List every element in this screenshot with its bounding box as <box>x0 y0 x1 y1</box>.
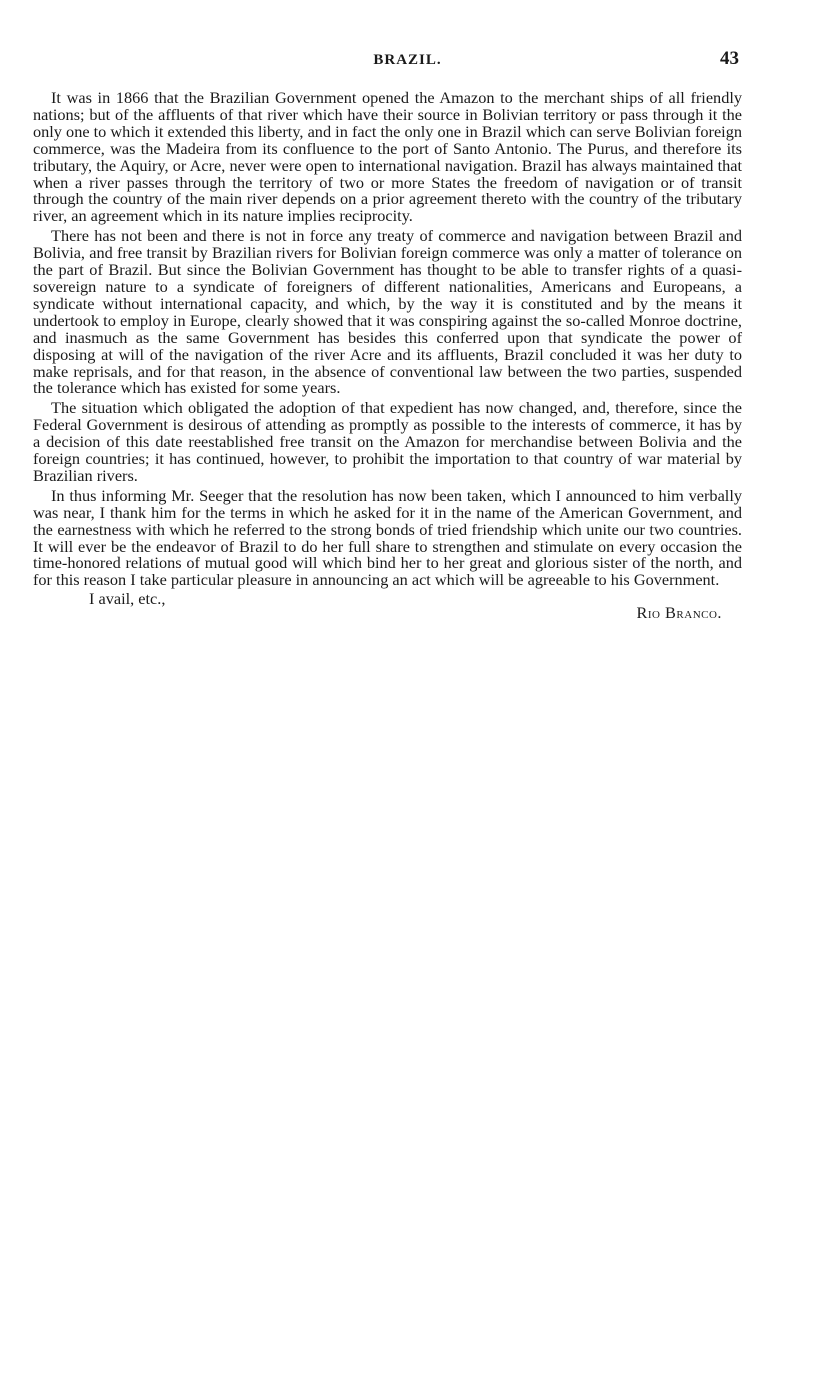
body-text <box>33 90 742 625</box>
paragraph-3: The situation which obligated the adoption of that expedient has now changed, and, therefore, since the Federal Government is desirous of attending as promptly as possible to the interests of commerce, it has by a decision of this date reestablished free transit on the Amazon for merchandise between Bolivia and the foreign countries; it has continued, however, to prohibit the importation to that country of war material by Brazilian rivers. <box>33 398 742 485</box>
running-header <box>0 48 815 76</box>
paragraph-4: In thus informing Mr. Seeger that the resolution has now been taken, which I announced to him verbally was near, I thank him for the terms in which he asked for it in the name of the American Government, and the earnestness with which he referred to the strong bonds of tried friendship which unite our two countries. It will ever be the endeavor of Brazil to do her full share to strengthen and stimulate on every occasion the time-honored relations of mutual good will which bind her to her great and glorious sister of the north, and for this reason I take particular pleasure in announcing an act which will be agreeable to his Government. <box>33 485 742 590</box>
running-title: BRAZIL. <box>373 52 442 68</box>
paragraph-2: There has not been and there is not in force any treaty of commerce and navigation between Brazil and Bolivia, and free transit by Brazilian rivers for Bolivian foreign commerce was only a matter of tolerance on the part of Brazil. But since the Bolivian Government has thought to be able to transfer rights of a quasi-sovereign nature to a syndicate of foreigners of different nationalities, Americans and Europeans, a syndicate without international capacity, and which, by the way it is constituted and by the means it undertook to employ in Europe, clearly showed that it was conspiring against the so-called Monroe doctrine, and inasmuch as the same Government has besides this conferred upon that syndicate the power of disposing at will of the navigation of the river Acre and its affluents, Brazil concluded it was her duty to make reprisals, and for that reason, in the absence of conventional law between the two parties, suspended the tolerance which has existed for some years. <box>33 226 742 398</box>
signature: Rio Branco. <box>636 603 722 623</box>
paragraph-1: It was in 1866 that the Brazilian Government opened the Amazon to the merchant ships of all friendly nations; but of the affluents of that river which have their source in Bolivian territory or pass through it the only one to which it extended this liberty, and in fact the only one in Brazil which can serve Bolivian foreign commerce, was the Madeira from its confluence to the port of Santo Antonio. The Purus, and therefore its tributary, the Aquiry, or Acre, never were open to international navigation. Brazil has always maintained that when a river passes through the territory of two or more States the freedom of navigation or of transit through the country of the main river depends on a prior agreement thereto with the country of the tributary river, an agreement which in its nature implies reciprocity. <box>33 88 742 226</box>
closing-row <box>33 591 742 625</box>
page-number: 43 <box>720 48 739 69</box>
closing-phrase: I avail, etc., <box>89 589 166 609</box>
